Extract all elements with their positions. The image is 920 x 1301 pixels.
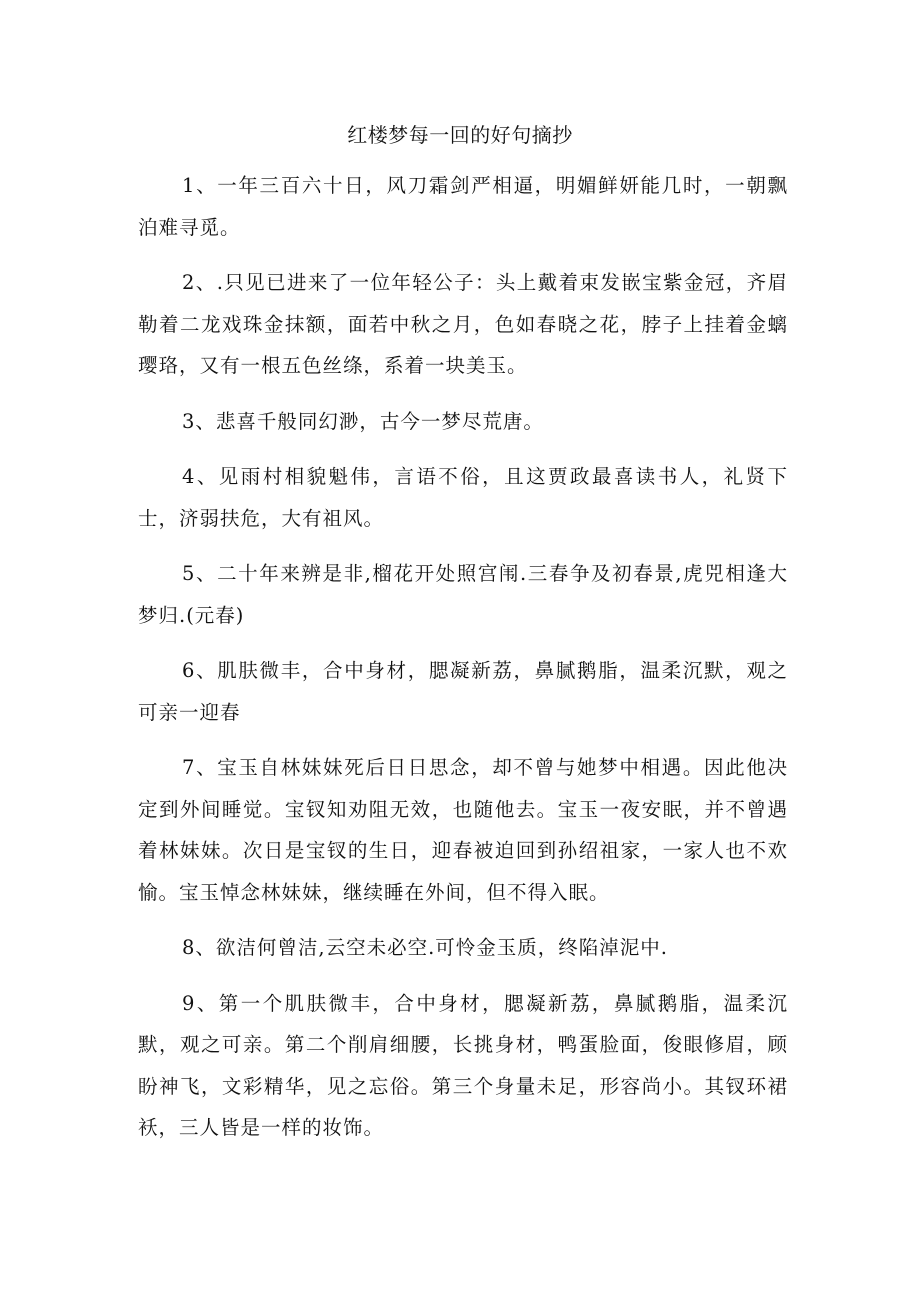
paragraph-9: 9、第一个肌肤微丰，合中身材，腮凝新荔，鼻腻鹅脂，温柔沉默，观之可亲。第二个削肩细腰，长挑身材，鸭蛋脸面，俊眼修眉，顾盼神飞，文彩精华，见之忘俗。第三个身量未足，形容尚小。其钗环裙袄，三人皆是一样的妆饰。 <box>138 991 788 1139</box>
document-body <box>138 165 788 1163</box>
paragraph-7: 7、宝玉自林妹妹死后日日思念，却不曾与她梦中相遇。因此他决定到外间睡觉。宝钗知劝阻无效，也随他去。宝玉一夜安眠，并不曾遇着林妹妹。次日是宝钗的生日，迎春被迫回到孙绍祖家，一家人也不欢愉。宝玉悼念林妹妹，继续睡在外间，但不得入眠。 <box>138 756 788 904</box>
paragraph-5: 5、二十年来辨是非,榴花开处照宫闱.三春争及初春景,虎兕相逢大梦归.(元春) <box>138 562 788 627</box>
paragraph-1: 1、一年三百六十日，风刀霜剑严相逼，明媚鲜妍能几时，一朝飘泊难寻觅。 <box>138 174 788 239</box>
paragraph-6: 6、肌肤微丰，合中身材，腮凝新荔，鼻腻鹅脂，温柔沉默，观之可亲一迎春 <box>138 659 788 724</box>
paragraph-8: 8、欲洁何曾洁,云空未必空.可怜金玉质，终陷淖泥中. <box>182 936 669 959</box>
paragraph-2: 2、.只见已进来了一位年轻公子：头上戴着束发嵌宝紫金冠，齐眉勒着二龙戏珠金抹额，面若中秋之月，色如春晓之花，脖子上挂着金螭璎珞，又有一根五色丝绦，系着一块美玉。 <box>138 271 788 377</box>
paragraph-4: 4、见雨村相貌魁伟，言语不俗，且这贾政最喜读书人，礼贤下士，济弱扶危，大有祖风。 <box>138 465 788 530</box>
page-title: 红楼梦每一回的好句摘抄 <box>347 123 573 147</box>
paragraph-3: 3、悲喜千般同幻渺，古今一梦尽荒唐。 <box>182 409 544 433</box>
